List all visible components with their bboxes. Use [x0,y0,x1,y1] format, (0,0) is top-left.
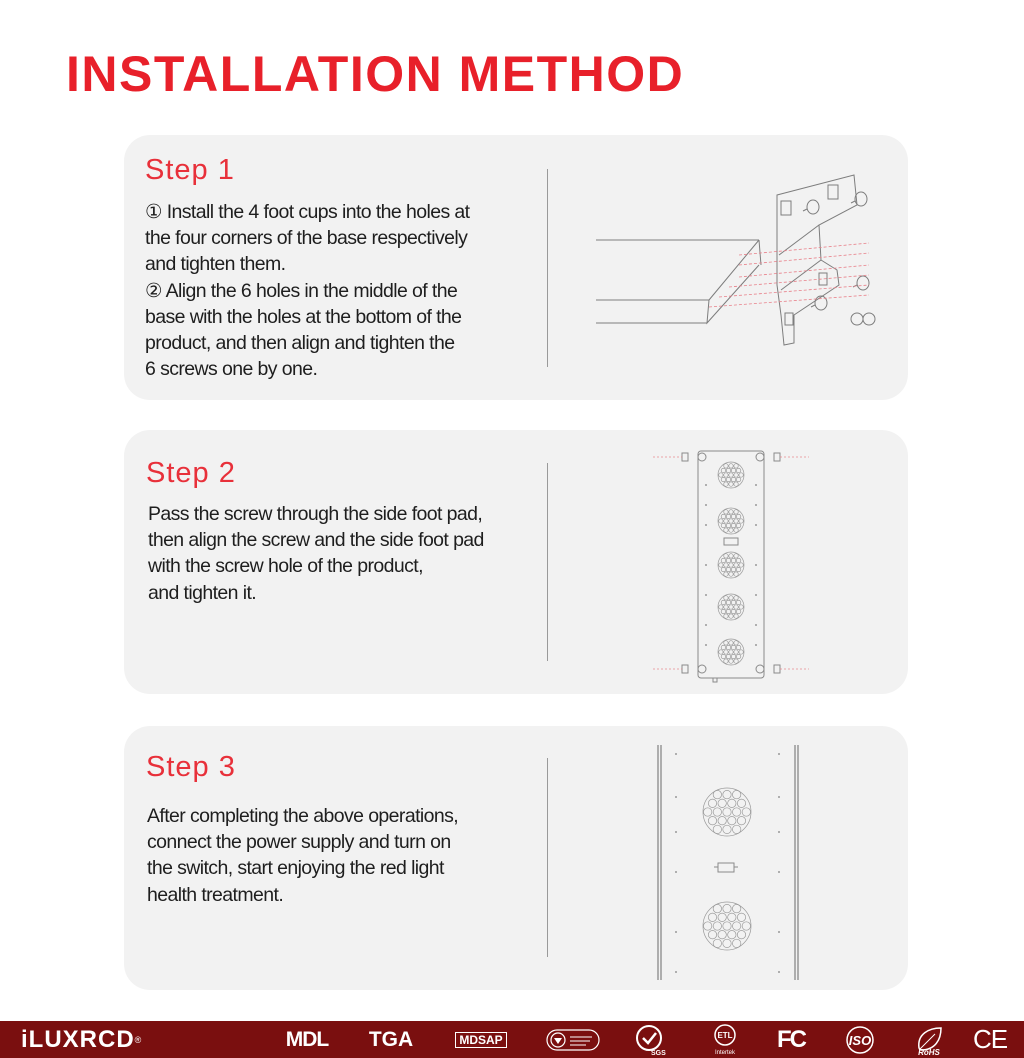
led-dot [724,563,728,567]
led-dot [731,567,735,571]
led-dot [728,930,736,938]
led-dot [724,605,728,609]
led-dot [731,654,735,658]
intertek-text: Intertek [714,1049,736,1056]
led-dot [737,799,745,807]
etl-icon [707,1023,743,1057]
panel-closeup-illustration [654,742,804,982]
led-dot [736,477,740,481]
step-3-line: connect the power supply and turn on [147,831,451,854]
led-dot [739,650,743,654]
led-dot [729,596,733,600]
led-dot [736,654,740,658]
led-dot [739,605,743,609]
step-2-line: Pass the screw through the side foot pad, [148,503,483,525]
step-1-line: 6 screws one by one. [145,358,318,381]
led-dot [731,477,735,481]
led-dot [721,645,725,649]
led-dot [736,567,740,571]
ce-logo: CE [972,1024,1008,1054]
step-2-line: and tighten it. [148,581,257,604]
led-dot [729,614,733,618]
led-dot [721,567,725,571]
led-dot [724,650,728,654]
page-title: INSTALLATION METHOD [66,46,685,102]
led-dot [723,790,731,798]
step-2-line: then align the screw and the side foot pad [148,529,484,552]
led-dot [736,558,740,562]
step-1-line: the four corners of the base respectively [145,227,468,250]
led-dot [724,572,728,576]
led-dot [721,558,725,562]
led-dot [731,600,735,604]
step-1-line: ① Install the 4 foot cups into the holes at [145,201,470,223]
panel-front-illustration [649,445,819,685]
svg-text:ETL: ETL [717,1030,733,1040]
sgs-text: SGS [651,1049,666,1056]
fcc-logo: FC [777,1025,805,1053]
led-cluster-ring [718,462,744,488]
led-dot [736,514,740,518]
led-dot [739,563,743,567]
led-dot [719,605,723,609]
led-dot [734,554,738,558]
fda-logo [545,1021,601,1058]
fda-icon [546,1028,600,1052]
sgs-logo [632,1021,670,1058]
iso-logo [840,1021,880,1058]
led-dot [729,659,733,663]
step-1-title: Step 1 [145,154,235,186]
led-dot [713,922,721,930]
brand-name: iLUXRCD [21,1026,135,1053]
led-dot [737,913,745,921]
led-dot [713,808,721,816]
led-dot [726,609,730,613]
base-bracket-illustration [589,165,889,350]
led-dot [734,596,738,600]
led-dot [729,482,733,486]
led-dot [734,650,738,654]
led-dot [724,659,728,663]
brand-logo [21,1027,142,1053]
led-dot [729,510,733,514]
led-dot [724,482,728,486]
led-dot [731,468,735,472]
led-dot [734,510,738,514]
led-dot [726,558,730,562]
iso-text: ISO [848,1032,872,1048]
led-dot [732,808,740,816]
led-dot [718,913,726,921]
step-3-card [124,726,908,990]
step-3-line: After completing the above operations, [147,805,459,827]
led-dot [726,468,730,472]
led-dot [726,645,730,649]
led-dot [726,514,730,518]
led-dot [729,572,733,576]
led-dot [708,799,716,807]
led-dot [726,477,730,481]
led-dot [729,641,733,645]
led-dot [721,654,725,658]
led-dot [737,816,745,824]
step-3-text [147,803,547,908]
led-dot [729,528,733,532]
led-dot [731,645,735,649]
led-cluster-ring [718,508,744,534]
led-dot [724,510,728,514]
step-3-title: Step 3 [146,751,236,783]
step-2-title: Step 2 [146,457,236,489]
led-dot [726,654,730,658]
led-dot [703,808,711,816]
led-dot [737,930,745,938]
led-dot [724,528,728,532]
led-dot [734,519,738,523]
led-dot [726,523,730,527]
iso-icon [841,1025,879,1055]
led-dot [729,650,733,654]
step-1-line: ② Align the 6 holes in the middle of the [145,279,458,302]
led-dot [742,808,750,816]
led-dot [736,523,740,527]
led-dot [721,609,725,613]
led-dot [718,816,726,824]
led-dot [708,816,716,824]
led-dot [724,554,728,558]
step-2-divider [547,463,548,661]
led-dot [736,645,740,649]
mdl-logo: MDL [285,1027,329,1051]
led-dot [739,519,743,523]
led-dot [721,477,725,481]
led-dot [724,596,728,600]
led-dot [726,567,730,571]
led-dot [728,816,736,824]
led-dot [721,468,725,472]
foot-cup-icons [803,192,869,310]
step-1-line: product, and then align and tighten the [145,332,455,355]
led-cluster-ring [718,639,744,665]
led-dot [736,468,740,472]
step-1-line: and tighten them. [145,253,286,276]
led-dot [734,482,738,486]
led-dot [724,519,728,523]
led-dot [724,641,728,645]
tga-logo: TGA [368,1027,414,1051]
rohs-logo [910,1021,948,1058]
led-dot [736,600,740,604]
led-dot [729,473,733,477]
led-dot [734,528,738,532]
led-dot [723,939,731,947]
led-dot [718,799,726,807]
led-dot [731,514,735,518]
led-dot [724,464,728,468]
led-dot [729,519,733,523]
led-dot [734,605,738,609]
led-dot [703,922,711,930]
led-dot [731,523,735,527]
led-dot [729,563,733,567]
mdsap-logo [452,1021,510,1058]
led-dot [719,519,723,523]
step-2-text [148,501,548,606]
mdsap-text: MDSAP [455,1032,506,1048]
led-cluster-ring [703,902,751,950]
step-1-card [124,135,908,400]
led-dot [731,558,735,562]
led-dot [731,609,735,613]
led-dot [734,473,738,477]
led-dot [728,913,736,921]
step-3-divider [547,758,548,957]
led-cluster-ring [718,552,744,578]
led-dot [719,650,723,654]
led-dot [724,614,728,618]
led-dot [736,609,740,613]
led-cluster-ring [703,788,751,836]
rohs-text: RoHS [918,1047,940,1056]
led-dot [734,659,738,663]
led-dot [732,922,740,930]
intertek-logo [707,1021,743,1058]
brand-mark: ® [134,1035,143,1045]
led-dot [719,563,723,567]
step-3-line: health treatment. [147,883,284,906]
led-dot [728,799,736,807]
led-dot [739,473,743,477]
step-1-line: base with the holes at the bottom of the [145,305,462,328]
led-cluster-icons [718,462,744,665]
certification-footer [0,1021,1024,1058]
led-dot [721,514,725,518]
led-dot [729,605,733,609]
led-dot [721,523,725,527]
led-dot [734,641,738,645]
led-dot [723,922,731,930]
step-1-divider [547,169,548,367]
led-cluster-ring [718,594,744,620]
led-dot [729,554,733,558]
led-dot [719,473,723,477]
sgs-icon [634,1024,668,1056]
led-dot [724,473,728,477]
led-dot [721,600,725,604]
step-3-line: the switch, start enjoying the red light [147,857,444,880]
led-dot [734,563,738,567]
led-dot [723,904,731,912]
led-cluster-icons [703,788,751,950]
rohs-leaf-icon [911,1024,947,1056]
led-dot [723,825,731,833]
step-1-text [145,199,545,382]
led-dot [708,930,716,938]
led-dot [718,930,726,938]
led-dot [708,913,716,921]
step-2-line: with the screw hole of the product, [148,555,423,578]
led-dot [734,464,738,468]
led-dot [734,572,738,576]
led-dot [742,922,750,930]
led-dot [726,600,730,604]
led-dot [729,464,733,468]
led-dot [734,614,738,618]
led-dot [723,808,731,816]
step-2-card [124,430,908,694]
